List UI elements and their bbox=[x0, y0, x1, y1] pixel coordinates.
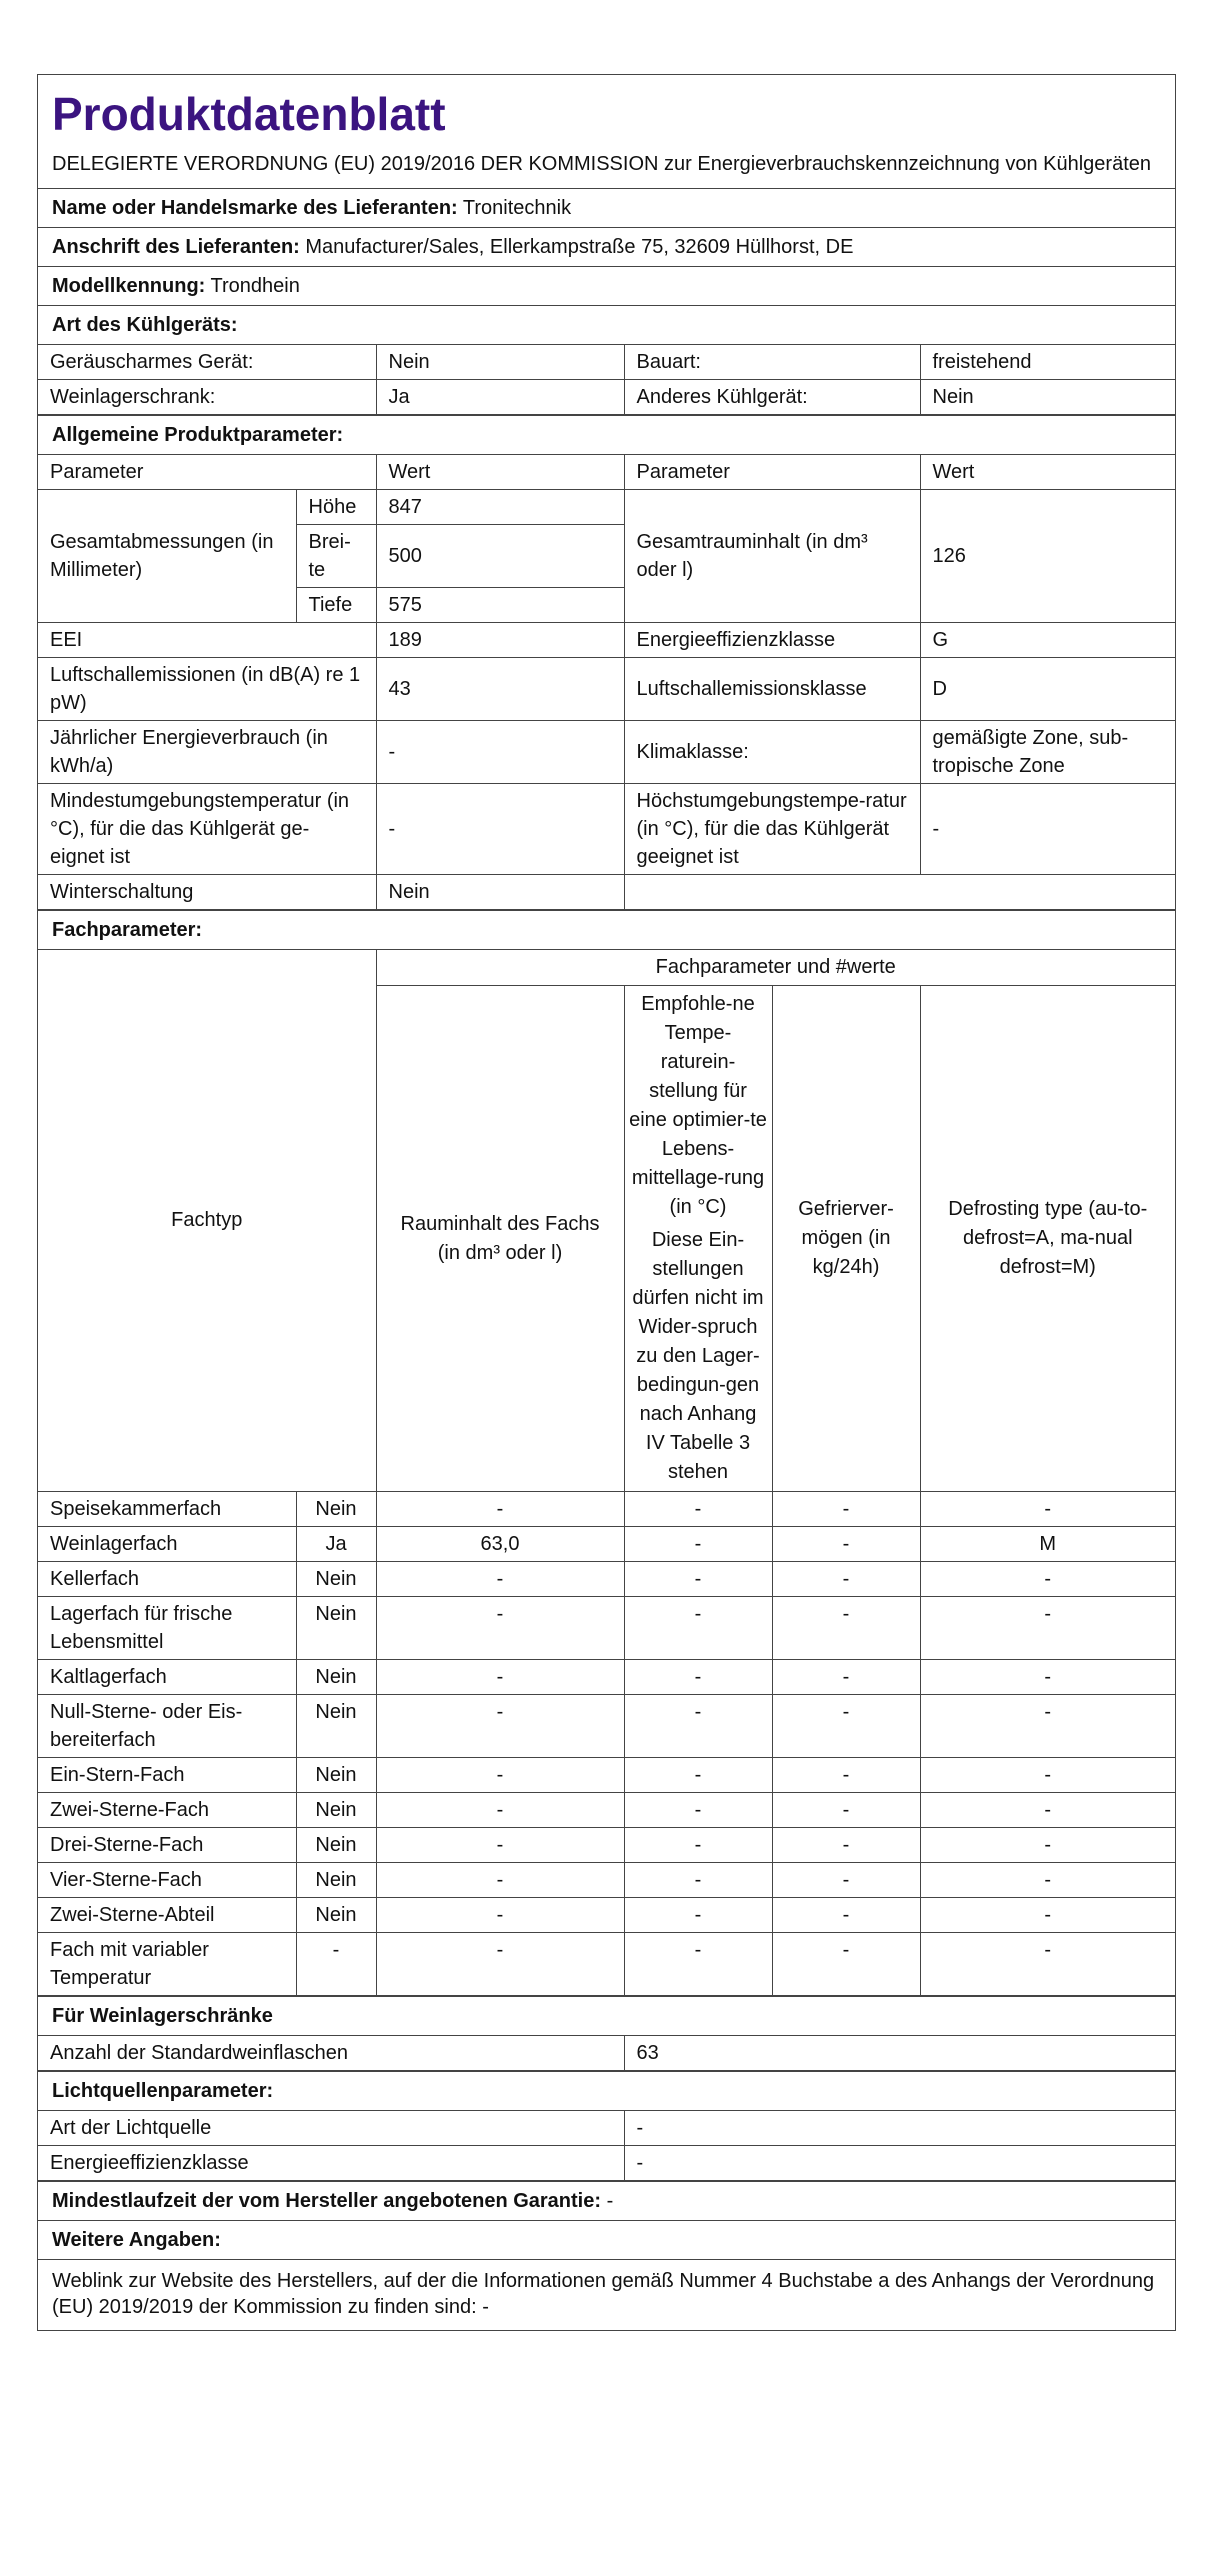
compartment-freeze: - bbox=[772, 1527, 920, 1562]
compartment-present: Ja bbox=[296, 1527, 376, 1562]
compartment-defrost: - bbox=[920, 1863, 1175, 1898]
compartment-present: Nein bbox=[296, 1898, 376, 1933]
compartment-freeze: - bbox=[772, 1597, 920, 1660]
supplier-value: Tronitechnik bbox=[462, 197, 572, 219]
light-class-label: Energieeffizienzklasse bbox=[38, 2146, 624, 2181]
compartment-volume: - bbox=[376, 1695, 624, 1758]
light-type-value: - bbox=[624, 2111, 1175, 2146]
table-row bbox=[38, 1898, 1175, 1933]
compartment-volume: - bbox=[376, 1933, 624, 1996]
compartment-present: Nein bbox=[296, 1758, 376, 1793]
dim-value: 575 bbox=[376, 588, 624, 623]
compartment-temp: - bbox=[624, 1898, 772, 1933]
compartment-type: Zwei-Sterne-Fach bbox=[38, 1793, 296, 1828]
table-row bbox=[38, 623, 1175, 658]
dim-label: Brei-te bbox=[296, 525, 376, 588]
table-row bbox=[38, 2146, 1175, 2181]
table-row bbox=[38, 345, 1175, 380]
dimensions-label: Gesamtabmessungen (in Millimeter) bbox=[38, 490, 296, 623]
table-row bbox=[38, 1863, 1175, 1898]
compartment-type: Ein-Stern-Fach bbox=[38, 1758, 296, 1793]
compartment-type: Drei-Sterne-Fach bbox=[38, 1828, 296, 1863]
appliance-type-table bbox=[38, 345, 1175, 415]
compartment-freeze: - bbox=[772, 1758, 920, 1793]
col-header: Parameter bbox=[38, 455, 376, 490]
compartment-defrost: - bbox=[920, 1695, 1175, 1758]
col-header: Wert bbox=[376, 455, 624, 490]
compartment-type: Zwei-Sterne-Abteil bbox=[38, 1898, 296, 1933]
cell: Jährlicher Energieverbrauch (in kWh/a) bbox=[38, 721, 376, 784]
col-header-volume: Rauminhalt des Fachs (in dm³ oder l) bbox=[376, 986, 624, 1492]
table-row bbox=[38, 490, 1175, 525]
cell: D bbox=[920, 658, 1175, 721]
temp-header-part1: Empfohle-ne Tempe-raturein-stellung für eine optimier-te Lebens-mittellage-rung (in °C) bbox=[629, 993, 767, 1218]
table-row bbox=[38, 1695, 1175, 1758]
table-row bbox=[38, 721, 1175, 784]
table-row bbox=[38, 784, 1175, 875]
compartment-present: Nein bbox=[296, 1793, 376, 1828]
compartment-temp: - bbox=[624, 1758, 772, 1793]
model-row bbox=[38, 267, 1175, 306]
compartment-type: Kaltlagerfach bbox=[38, 1660, 296, 1695]
table-row bbox=[38, 658, 1175, 721]
compartment-volume: - bbox=[376, 1562, 624, 1597]
compartment-defrost: - bbox=[920, 1793, 1175, 1828]
warranty-value: - bbox=[606, 2190, 614, 2212]
compartment-defrost: - bbox=[920, 1933, 1175, 1996]
compartment-volume: - bbox=[376, 1597, 624, 1660]
compartment-temp: - bbox=[624, 1597, 772, 1660]
compartment-temp: - bbox=[624, 1863, 772, 1898]
winter-value: Nein bbox=[376, 875, 624, 910]
dim-value: 847 bbox=[376, 490, 624, 525]
cell: Höchstumgebungstempe-ratur (in °C), für die das Kühlgerät geeignet ist bbox=[624, 784, 920, 875]
compartment-present: Nein bbox=[296, 1695, 376, 1758]
cell: - bbox=[376, 721, 624, 784]
compartment-type: Null-Sterne- oder Eis-bereiterfach bbox=[38, 1695, 296, 1758]
further-text: Weblink zur Website des Herstellers, auf der die Informationen gemäß Nummer 4 Buchstabe a des Anhangs der Verordnung (EU) 2019/2019 der Kommission zu finden sind: bbox=[52, 2270, 1155, 2318]
sheet-header bbox=[38, 75, 1175, 189]
table-row bbox=[38, 1597, 1175, 1660]
compartment-present: Nein bbox=[296, 1597, 376, 1660]
cell: EEI bbox=[38, 623, 376, 658]
table-row bbox=[38, 2111, 1175, 2146]
wine-bottles-label: Anzahl der Standardweinflaschen bbox=[38, 2036, 624, 2071]
compartment-defrost: - bbox=[920, 1660, 1175, 1695]
compartment-defrost: - bbox=[920, 1597, 1175, 1660]
address-label: Anschrift des Lieferanten: bbox=[52, 236, 300, 258]
compartment-freeze: - bbox=[772, 1695, 920, 1758]
cell: G bbox=[920, 623, 1175, 658]
compartment-temp: - bbox=[624, 1695, 772, 1758]
volume-value: 126 bbox=[920, 490, 1175, 623]
compartment-temp: - bbox=[624, 1660, 772, 1695]
cell: Luftschallemissionen (in dB(A) re 1 pW) bbox=[38, 658, 376, 721]
compartment-temp: - bbox=[624, 1492, 772, 1527]
compartment-present: Nein bbox=[296, 1492, 376, 1527]
compartment-temp: - bbox=[624, 1793, 772, 1828]
wine-bottles-value: 63 bbox=[624, 2036, 1175, 2071]
compartment-defrost: - bbox=[920, 1562, 1175, 1597]
col-header: Parameter bbox=[624, 455, 920, 490]
cell: Nein bbox=[920, 380, 1175, 415]
cell: freistehend bbox=[920, 345, 1175, 380]
table-row bbox=[38, 1492, 1175, 1527]
cell: - bbox=[920, 784, 1175, 875]
col-header-freeze: Gefrierver-mögen (in kg/24h) bbox=[772, 986, 920, 1492]
cell: Luftschallemissionsklasse bbox=[624, 658, 920, 721]
col-header: Wert bbox=[920, 455, 1175, 490]
light-table bbox=[38, 2111, 1175, 2181]
address-value: Manufacturer/Sales, Ellerkampstraße 75, 32609 Hüllhorst, DE bbox=[305, 236, 854, 258]
page-title: Produktdatenblatt bbox=[52, 88, 446, 140]
compartment-defrost: - bbox=[920, 1828, 1175, 1863]
cell: - bbox=[376, 784, 624, 875]
compartment-present: Nein bbox=[296, 1660, 376, 1695]
warranty-row bbox=[38, 2181, 1175, 2221]
compartment-type: Lagerfach für frische Lebensmittel bbox=[38, 1597, 296, 1660]
col-header-defrost: Defrosting type (au-to-defrost=A, ma-nual defrost=M) bbox=[920, 986, 1175, 1492]
table-row bbox=[38, 1562, 1175, 1597]
further-value: - bbox=[482, 2296, 489, 2318]
dim-label: Höhe bbox=[296, 490, 376, 525]
table-row bbox=[38, 2036, 1175, 2071]
cell: gemäßigte Zone, sub-tropische Zone bbox=[920, 721, 1175, 784]
winter-label: Winterschaltung bbox=[38, 875, 376, 910]
product-data-sheet bbox=[37, 74, 1176, 2331]
supplier-row bbox=[38, 189, 1175, 228]
compartment-volume: - bbox=[376, 1898, 624, 1933]
warranty-label: Mindestlaufzeit der vom Hersteller angebotenen Garantie: bbox=[52, 2190, 602, 2212]
compartment-freeze: - bbox=[772, 1828, 920, 1863]
dim-label: Tiefe bbox=[296, 588, 376, 623]
compartment-volume: - bbox=[376, 1758, 624, 1793]
group-header: Fachparameter und #werte bbox=[376, 950, 1175, 986]
appliance-type-heading: Art des Kühlgeräts: bbox=[38, 306, 1175, 345]
cell: Ja bbox=[376, 380, 624, 415]
compartment-volume: 63,0 bbox=[376, 1527, 624, 1562]
compartment-temp: - bbox=[624, 1933, 772, 1996]
compartment-freeze: - bbox=[772, 1863, 920, 1898]
compartment-defrost: - bbox=[920, 1758, 1175, 1793]
compartment-present: - bbox=[296, 1933, 376, 1996]
compartment-volume: - bbox=[376, 1863, 624, 1898]
further-heading: Weitere Angaben: bbox=[38, 2221, 1175, 2260]
dim-value: 500 bbox=[376, 525, 624, 588]
cell: Nein bbox=[376, 345, 624, 380]
compartment-type: Vier-Sterne-Fach bbox=[38, 1863, 296, 1898]
compartment-freeze: - bbox=[772, 1492, 920, 1527]
compartment-heading: Fachparameter: bbox=[38, 910, 1175, 950]
compartment-freeze: - bbox=[772, 1933, 920, 1996]
compartment-freeze: - bbox=[772, 1793, 920, 1828]
further-info bbox=[38, 2260, 1175, 2330]
light-class-value: - bbox=[624, 2146, 1175, 2181]
supplier-label: Name oder Handelsmarke des Lieferanten: bbox=[52, 197, 458, 219]
compartment-type: Fach mit variabler Temperatur bbox=[38, 1933, 296, 1996]
model-label: Modellkennung: bbox=[52, 275, 206, 297]
compartment-type: Speisekammerfach bbox=[38, 1492, 296, 1527]
general-heading: Allgemeine Produktparameter: bbox=[38, 415, 1175, 455]
compartment-temp: - bbox=[624, 1562, 772, 1597]
light-type-label: Art der Lichtquelle bbox=[38, 2111, 624, 2146]
temp-header-part2: Diese Ein-stellungen dürfen nicht im Wider-spruch zu den Lager-bedingun-gen nach Anhang IV Tabelle 3 stehen bbox=[632, 1229, 764, 1483]
table-row bbox=[38, 1758, 1175, 1793]
volume-label: Gesamtrauminhalt (in dm³ oder l) bbox=[624, 490, 920, 623]
compartment-present: Nein bbox=[296, 1562, 376, 1597]
compartment-table bbox=[38, 950, 1175, 1996]
cell: Klimaklasse: bbox=[624, 721, 920, 784]
compartment-defrost: - bbox=[920, 1898, 1175, 1933]
cell: Energieeffizienzklasse bbox=[624, 623, 920, 658]
regulation-subtitle: DELEGIERTE VERORDNUNG (EU) 2019/2016 DER KOMMISSION zur Energieverbrauchskennzeichnung von Kühlgeräten bbox=[52, 153, 1151, 175]
compartment-freeze: - bbox=[772, 1898, 920, 1933]
compartment-volume: - bbox=[376, 1828, 624, 1863]
compartment-type: Weinlagerfach bbox=[38, 1527, 296, 1562]
compartment-volume: - bbox=[376, 1660, 624, 1695]
compartment-temp: - bbox=[624, 1527, 772, 1562]
table-row bbox=[38, 1793, 1175, 1828]
table-row bbox=[38, 950, 1175, 986]
compartment-freeze: - bbox=[772, 1660, 920, 1695]
empty-cell bbox=[624, 875, 1175, 910]
cell: Mindestumgebungstemperatur (in °C), für die das Kühlgerät ge-eignet ist bbox=[38, 784, 376, 875]
compartment-temp: - bbox=[624, 1828, 772, 1863]
table-row bbox=[38, 1527, 1175, 1562]
table-row bbox=[38, 875, 1175, 910]
table-row bbox=[38, 455, 1175, 490]
address-row bbox=[38, 228, 1175, 267]
compartment-type: Kellerfach bbox=[38, 1562, 296, 1597]
compartment-defrost: M bbox=[920, 1527, 1175, 1562]
model-value: Trondhein bbox=[210, 275, 300, 297]
cell: Geräuscharmes Gerät: bbox=[38, 345, 376, 380]
compartment-volume: - bbox=[376, 1492, 624, 1527]
col-header-type: Fachtyp bbox=[38, 950, 376, 1492]
compartment-present: Nein bbox=[296, 1828, 376, 1863]
compartment-defrost: - bbox=[920, 1492, 1175, 1527]
table-row bbox=[38, 1828, 1175, 1863]
cell: 43 bbox=[376, 658, 624, 721]
cell: Bauart: bbox=[624, 345, 920, 380]
compartment-freeze: - bbox=[772, 1562, 920, 1597]
col-header-temp bbox=[624, 986, 772, 1492]
table-row bbox=[38, 1660, 1175, 1695]
light-heading: Lichtquellenparameter: bbox=[38, 2071, 1175, 2111]
table-row bbox=[38, 1933, 1175, 1996]
cell: Anderes Kühlgerät: bbox=[624, 380, 920, 415]
general-table bbox=[38, 455, 1175, 910]
wine-table bbox=[38, 2036, 1175, 2071]
compartment-present: Nein bbox=[296, 1863, 376, 1898]
table-row bbox=[38, 380, 1175, 415]
compartment-volume: - bbox=[376, 1793, 624, 1828]
cell: 189 bbox=[376, 623, 624, 658]
wine-heading: Für Weinlagerschränke bbox=[38, 1996, 1175, 2036]
cell: Weinlagerschrank: bbox=[38, 380, 376, 415]
